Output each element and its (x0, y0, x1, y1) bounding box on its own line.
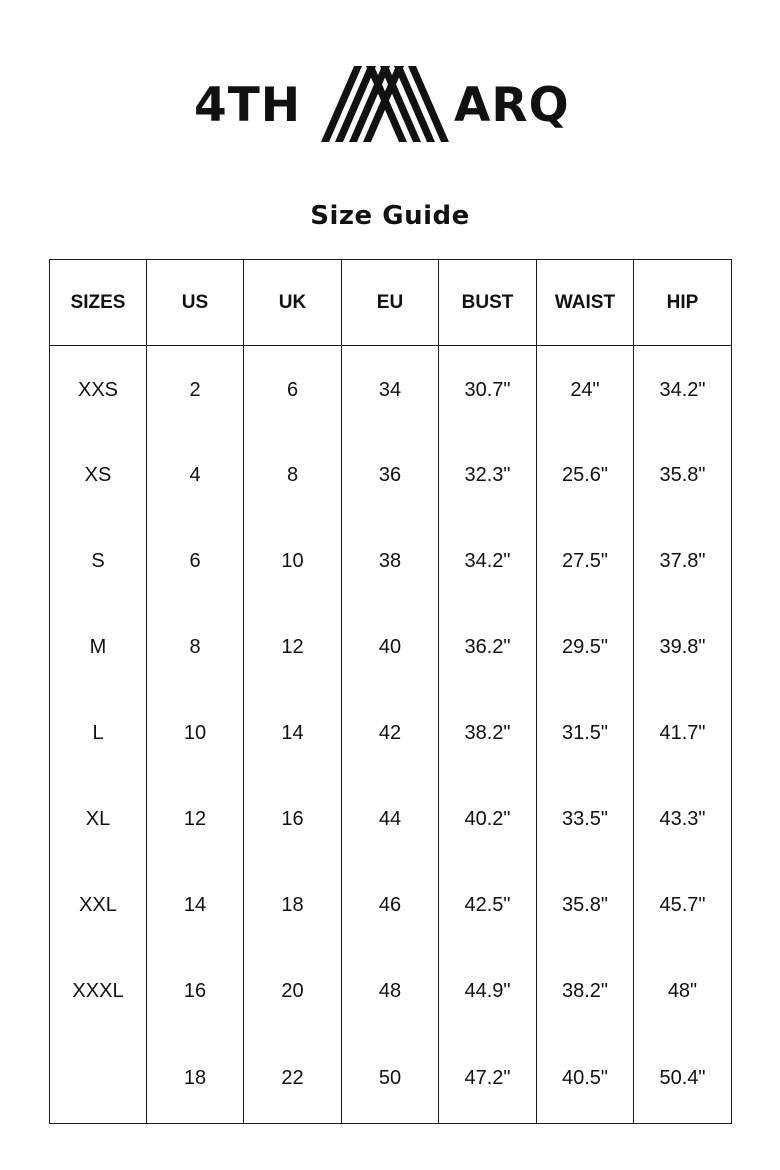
cell-uk: 22 (244, 1034, 342, 1124)
cell-eu: 40 (342, 604, 439, 690)
column-header-eu: EU (342, 260, 439, 346)
cell-waist: 40.5" (537, 1034, 634, 1124)
cell-size: L (50, 690, 147, 776)
table-header (50, 260, 732, 346)
cell-uk: 8 (244, 432, 342, 518)
brand-mark-icon (320, 64, 450, 144)
cell-hip: 50.4" (634, 1034, 732, 1124)
cell-size (50, 1034, 147, 1124)
cell-hip: 43.3" (634, 776, 732, 862)
table-row (50, 346, 732, 433)
cell-size: S (50, 518, 147, 604)
cell-uk: 20 (244, 948, 342, 1034)
cell-size: XXXL (50, 948, 147, 1034)
cell-uk: 16 (244, 776, 342, 862)
cell-eu: 46 (342, 862, 439, 948)
cell-hip: 39.8" (634, 604, 732, 690)
cell-us: 14 (147, 862, 244, 948)
table-row (50, 776, 732, 862)
table-row (50, 690, 732, 776)
cell-hip: 35.8" (634, 432, 732, 518)
cell-hip: 48" (634, 948, 732, 1034)
cell-us: 4 (147, 432, 244, 518)
cell-us: 8 (147, 604, 244, 690)
column-header-us: US (147, 260, 244, 346)
table-row (50, 862, 732, 948)
cell-bust: 30.7" (439, 346, 537, 433)
cell-size: XXL (50, 862, 147, 948)
cell-waist: 31.5" (537, 690, 634, 776)
cell-waist: 25.6" (537, 432, 634, 518)
cell-hip: 41.7" (634, 690, 732, 776)
column-header-bust: BUST (439, 260, 537, 346)
column-header-hip: HIP (634, 260, 732, 346)
cell-bust: 38.2" (439, 690, 537, 776)
cell-size: XXS (50, 346, 147, 433)
column-header-size: SIZES (50, 260, 147, 346)
cell-hip: 37.8" (634, 518, 732, 604)
cell-uk: 12 (244, 604, 342, 690)
cell-uk: 10 (244, 518, 342, 604)
cell-waist: 24" (537, 346, 634, 433)
cell-bust: 40.2" (439, 776, 537, 862)
table-row (50, 432, 732, 518)
cell-bust: 34.2" (439, 518, 537, 604)
cell-us: 18 (147, 1034, 244, 1124)
cell-us: 10 (147, 690, 244, 776)
cell-hip: 45.7" (634, 862, 732, 948)
cell-us: 12 (147, 776, 244, 862)
cell-size: XL (50, 776, 147, 862)
cell-bust: 32.3" (439, 432, 537, 518)
column-header-waist: WAIST (537, 260, 634, 346)
cell-size: M (50, 604, 147, 690)
table-body (50, 346, 732, 1124)
cell-uk: 14 (244, 690, 342, 776)
cell-waist: 38.2" (537, 948, 634, 1034)
cell-waist: 29.5" (537, 604, 634, 690)
cell-us: 16 (147, 948, 244, 1034)
table-row (50, 948, 732, 1034)
cell-waist: 33.5" (537, 776, 634, 862)
cell-bust: 44.9" (439, 948, 537, 1034)
cell-size: XS (50, 432, 147, 518)
brand-name-right: ARQ (454, 78, 570, 133)
cell-eu: 34 (342, 346, 439, 433)
table-row (50, 1034, 732, 1124)
cell-eu: 44 (342, 776, 439, 862)
cell-bust: 42.5" (439, 862, 537, 948)
brand-name-left: 4TH (194, 78, 302, 133)
size-guide-table (49, 259, 732, 1124)
cell-eu: 38 (342, 518, 439, 604)
cell-us: 6 (147, 518, 244, 604)
cell-bust: 36.2" (439, 604, 537, 690)
cell-waist: 35.8" (537, 862, 634, 948)
table-row (50, 604, 732, 690)
cell-waist: 27.5" (537, 518, 634, 604)
cell-eu: 42 (342, 690, 439, 776)
header-row (50, 260, 732, 346)
cell-us: 2 (147, 346, 244, 433)
cell-hip: 34.2" (634, 346, 732, 433)
cell-uk: 6 (244, 346, 342, 433)
cell-uk: 18 (244, 862, 342, 948)
column-header-uk: UK (244, 260, 342, 346)
table-row (50, 518, 732, 604)
brand-logo (0, 62, 780, 146)
cell-eu: 50 (342, 1034, 439, 1124)
page-title: Size Guide (310, 201, 470, 231)
cell-eu: 48 (342, 948, 439, 1034)
cell-eu: 36 (342, 432, 439, 518)
cell-bust: 47.2" (439, 1034, 537, 1124)
